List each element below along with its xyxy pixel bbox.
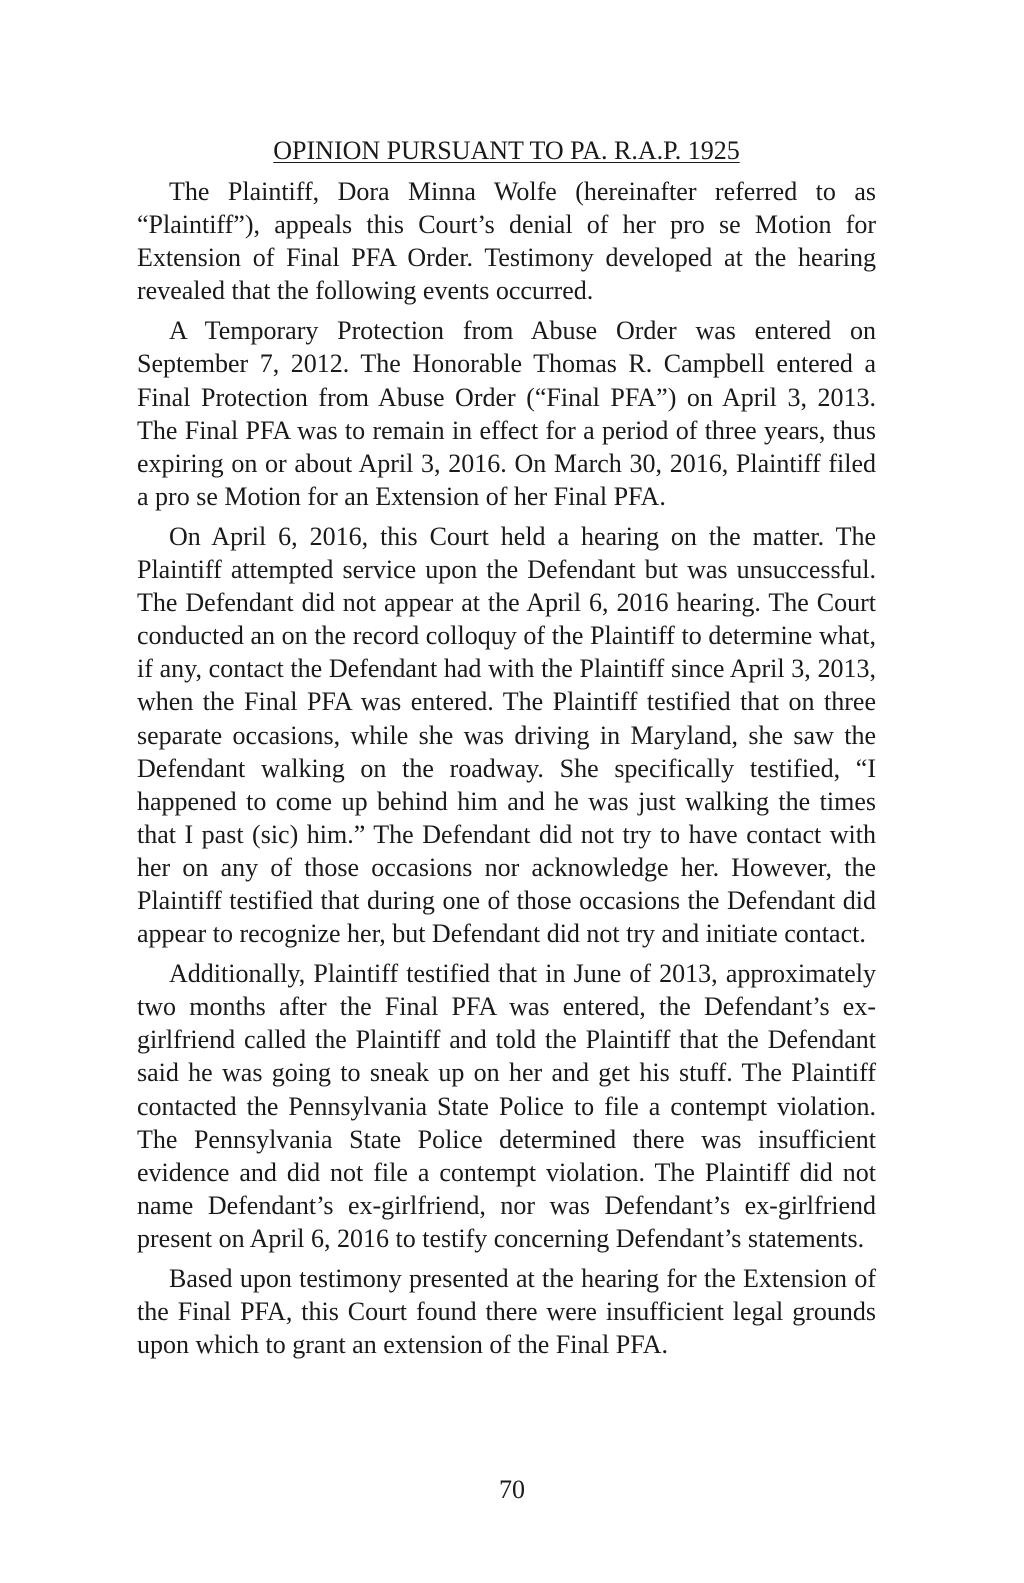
paragraph-appeal-intro: The Plaintiff, Dora Minna Wolfe (hereinafter referred to as “Plaintiff”), appeals this Court’s denial of her pro se Motion for Extension of Final PFA Order. Testimony developed at the hearing revealed that the following events occurred. — [137, 177, 876, 306]
document-body — [137, 134, 876, 1368]
paragraph-pfa-history: A Temporary Protection from Abuse Order was entered on September 7, 2012. The Honorable Thomas R. Campbell entered a Final Protection from Abuse Order (“Final PFA”) on April 3, 2013. The Final PFA was to remain in effect for a period of three years, thus expiring on or about April 3, 2016. On March 30, 2016, Plaintiff filed a pro se Motion for an Extension of her Final PFA. — [137, 316, 876, 511]
paragraph-court-finding: Based upon testimony presented at the hearing for the Extension of the Final PFA, this Court found there were insufficient legal grounds upon which to grant an extension of the Final PFA. — [137, 1264, 876, 1360]
paragraph-additional-testimony: Additionally, Plaintiff testified that in June of 2013, approximately two months after the Final PFA was entered, the Defendant’s ex-girlfriend called the Plaintiff and told the Plaintiff that the Defendant said he was going to sneak up on her and get his stuff. The Plaintiff contacted the Pennsylvania State Police to file a contempt violation. The Pennsylvania State Police determined there was insufficient evidence and did not file a contempt violation. The Plaintiff did not name Defendant’s ex-girlfriend, nor was Defendant’s ex-girlfriend present on April 6, 2016 to testify concerning Defendant’s statements. — [137, 959, 876, 1253]
paragraph-hearing-testimony: On April 6, 2016, this Court held a hearing on the matter. The Plaintiff attempted service upon the Defendant but was unsuccessful. The Defendant did not appear at the April 6, 2016 hearing. The Court conducted an on the record colloquy of the Plaintiff to determine what, if any, contact the Defendant had with the Plaintiff since April 3, 2013, when the Final PFA was entered. The Plaintiff testified that on three separate occasions, while she was driving in Maryland, she saw the Defendant walking on the roadway. She specifically testified, “I happened to come up behind him and he was just walking the times that I past (sic) him.” The Defendant did not try to have contact with her on any of those occasions nor acknowledge her. However, the Plaintiff testified that during one of those occasions the Defendant did appear to recognize her, but Defendant did not try and initiate contact. — [137, 521, 876, 949]
opinion-title: OPINION PURSUANT TO PA. R.A.P. 1925 — [273, 136, 740, 165]
page-number: 70 — [499, 1475, 525, 1504]
